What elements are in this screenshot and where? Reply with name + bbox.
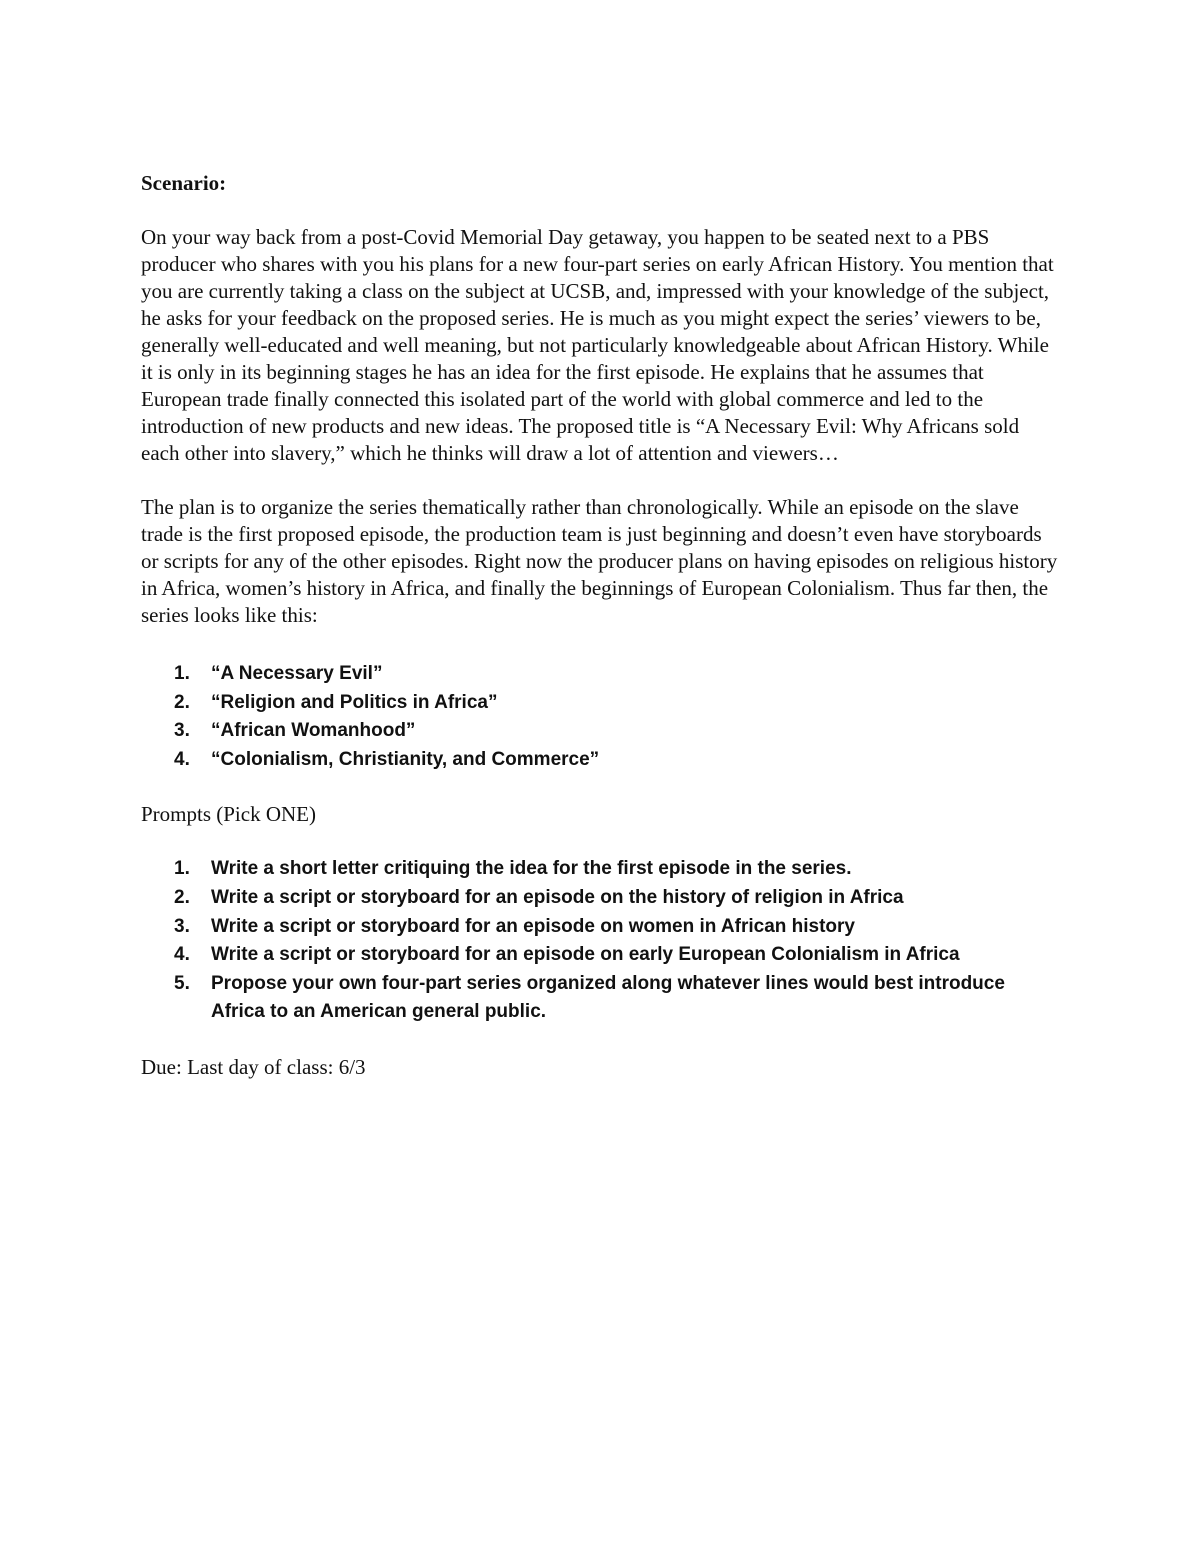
- plan-paragraph: The plan is to organize the series thematically rather than chronologically. While an episode on the slave trade is the first proposed episode, the production team is just beginning and doesn’t even have storyboards or scripts for any of the other episodes. Right now the producer plans on having episodes on religious history in Africa, women’s history in Africa, and finally the beginnings of European Colonialism. Thus far then, the series looks like this:: [141, 495, 1058, 627]
- prompt-text: Write a short letter critiquing the idea for the first episode in the series.: [211, 858, 852, 880]
- list-number: 2.: [174, 886, 190, 908]
- list-item: [141, 660, 1061, 689]
- list-item: [141, 941, 1061, 970]
- list-number: 3.: [174, 915, 190, 937]
- prompt-text: Write a script or storyboard for an episode on early European Colonialism in Africa: [211, 944, 960, 966]
- list-number: 4.: [174, 944, 190, 966]
- episode-title: “African Womanhood”: [211, 720, 416, 742]
- list-number: 5.: [174, 972, 190, 994]
- episode-title: “A Necessary Evil”: [211, 663, 383, 684]
- list-item: [141, 855, 1061, 884]
- document-page: [141, 170, 1061, 1081]
- list-item: [141, 717, 1061, 746]
- scenario-heading: Scenario:: [141, 171, 227, 195]
- episode-list: [141, 660, 1061, 774]
- prompt-list: [141, 855, 1061, 1027]
- due-date: Due: Last day of class: 6/3: [141, 1054, 366, 1079]
- prompts-label: Prompts (Pick ONE): [141, 802, 316, 827]
- list-item: [141, 884, 1061, 913]
- list-item: [141, 913, 1061, 942]
- list-number: 3.: [174, 720, 190, 742]
- prompt-text: Write a script or storyboard for an episode on women in African history: [211, 915, 855, 937]
- episode-title: “Religion and Politics in Africa”: [211, 691, 498, 713]
- list-item: [141, 746, 1061, 775]
- list-item: [141, 689, 1061, 718]
- list-number: 1.: [174, 663, 190, 684]
- episode-title: “Colonialism, Christianity, and Commerce”: [211, 748, 600, 770]
- scenario-paragraph: On your way back from a post-Covid Memorial Day getaway, you happen to be seated next to a PBS producer who shares with you his plans for a new four-part series on early African History. You mention that you are currently taking a class on the subject at UCSB, and, impressed with your knowledge of the subject, he asks for your feedback on the proposed series. He is much as you might expect the series’ viewers to be, generally well-educated and well meaning, but not particularly knowledgeable about African History. While it is only in its beginning stages he has an idea for the first episode. He explains that he assumes that European trade finally connected this isolated part of the world with global commerce and led to the introduction of new products and new ideas. The proposed title is “A Necessary Evil: Why Africans sold each other into slavery,” which he thinks will draw a lot of attention and viewers…: [141, 225, 1054, 465]
- prompt-text: Write a script or storyboard for an episode on the history of religion in Africa: [211, 886, 904, 908]
- list-number: 4.: [174, 748, 190, 770]
- list-item: [141, 970, 1061, 1027]
- list-number: 1.: [174, 858, 190, 880]
- prompt-text: Propose your own four-part series organized along whatever lines would best introduce Africa to an American general public.: [211, 972, 1005, 1023]
- list-number: 2.: [174, 691, 190, 713]
